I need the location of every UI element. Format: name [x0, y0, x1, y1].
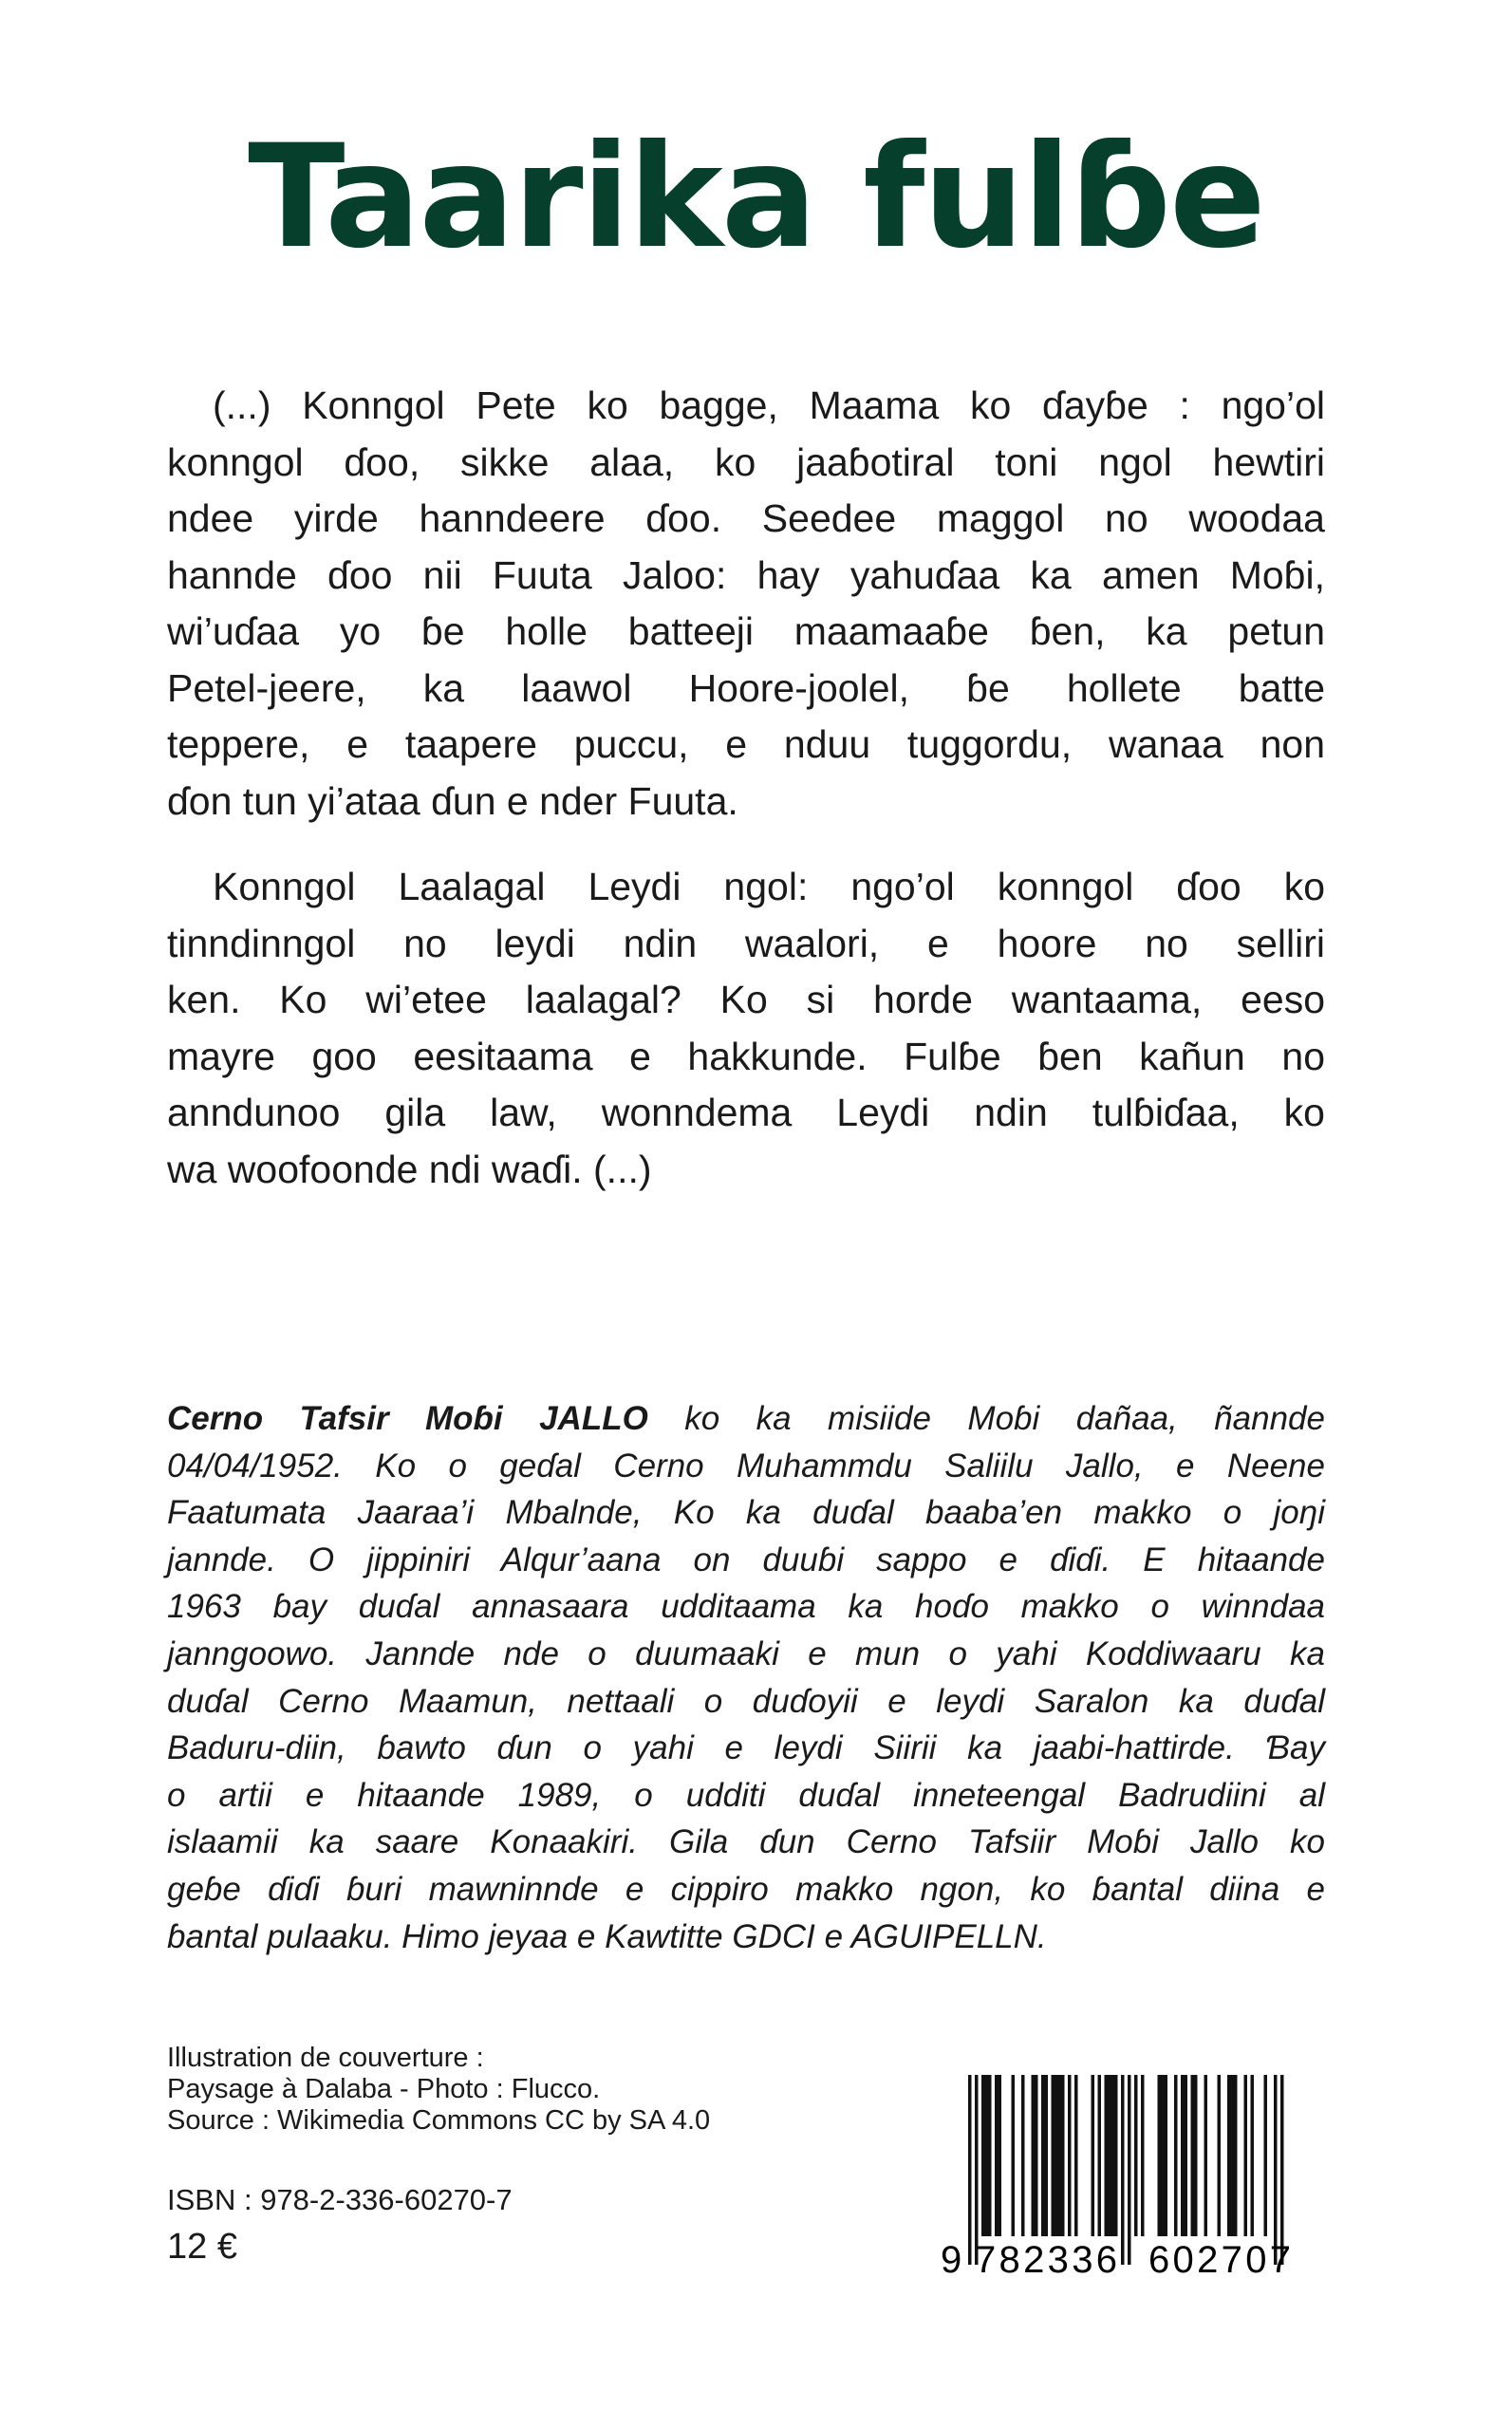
barcode-bar	[1264, 2075, 1268, 2236]
barcode-bar	[1121, 2075, 1125, 2265]
barcode-bar	[975, 2075, 979, 2265]
barcode-bar	[1161, 2075, 1165, 2236]
barcode-bar	[1280, 2075, 1284, 2265]
barcode-bar	[995, 2075, 999, 2236]
barcode-bar	[1234, 2075, 1238, 2236]
barcode-bar	[1012, 2075, 1016, 2236]
text-line: duɗal Cerno Maamun, nettaali o duɗoyii e leydi Saralon ka duɗal	[167, 1682, 1325, 1720]
bio-text: ko ka misiide Moɓi dañaa, ñannde	[647, 1400, 1325, 1437]
barcode-bar	[988, 2075, 992, 2236]
book-title: Taarika fulɓe	[248, 115, 1264, 280]
barcode-bar	[1274, 2075, 1278, 2265]
text-line: ken. Ko wi’etee laalagal? Ko si horde wantaama, eeso	[167, 978, 1325, 1021]
barcode-bar	[1204, 2075, 1208, 2236]
barcode-bar	[1035, 2075, 1038, 2236]
text-line: ndee yirde hanndeere ɗoo. Seedee maggol no woodaa	[167, 496, 1325, 540]
barcode-bar	[1191, 2075, 1195, 2236]
text-line: jannde. O jippiniri Alqur’aana on duuɓi sappo e ɗiɗi. E hitaande	[167, 1541, 1325, 1578]
barcode-bar	[1185, 2075, 1188, 2236]
text-line: wa woofoonde ndi waɗi. (...)	[167, 1147, 652, 1191]
isbn-barcode	[935, 2069, 1315, 2278]
text-line: anndunoo gila law, wonndema Leydi ndin tulɓiɗaa, ko	[167, 1091, 1325, 1134]
barcode-bar	[1244, 2075, 1248, 2236]
barcode-bar	[1061, 2075, 1065, 2236]
barcode-bar	[1105, 2075, 1109, 2236]
text-line: teppere, e taapere puccu, e nduu tuggordu, wanaa non	[167, 722, 1325, 766]
isbn-text: ISBN : 978-2-336-60270-7	[167, 2183, 513, 2216]
credit-line: Source : Wikimedia Commons CC by SA 4.0	[167, 2105, 711, 2136]
text-line: hannde ɗoo nii Fuuta Jaloo: hay yahuɗaa ka amen Moɓi,	[167, 552, 1325, 597]
barcode-right-digits: 602707	[1148, 2239, 1291, 2278]
text-line: Baduru-diin, ɓawto ɗun o yahi e leydi Siirii ka jaabi-hattirde. Ɓay	[167, 1729, 1325, 1767]
barcode-bar	[1158, 2075, 1162, 2236]
barcode-bar	[1108, 2075, 1111, 2236]
barcode-bar	[999, 2075, 1002, 2236]
barcode-bar	[1032, 2075, 1036, 2236]
text-line: 04/04/1952. Ko o geɗal Cerno Muhammdu Saliilu Jallo, e Neene	[167, 1447, 1325, 1485]
barcode-bar	[1141, 2075, 1145, 2236]
text-line: (...) Konngol Pete ko bagge, Maama ko ɗayɓe : ngo’ol	[213, 383, 1325, 427]
barcode-bar	[1227, 2075, 1231, 2236]
text-line: Petel-jeere, ka laawol Hoore-joolel, ɓe hollete batte	[167, 665, 1325, 710]
barcode-bar	[1111, 2075, 1115, 2236]
text-line: ɗon tun yi’ataa ɗun e nder Fuuta.	[167, 778, 738, 823]
barcode-bar	[1058, 2075, 1062, 2236]
text-line: janngoowo. Jannde nde o duumaaki e mun o yahi Koddiwaaru ka	[167, 1634, 1325, 1672]
barcode-bar	[1194, 2075, 1198, 2236]
text-line: Konngol Laalagal Leydi ngol: ngo’ol konngol ɗoo ko	[213, 865, 1325, 908]
barcode-bar	[1114, 2075, 1118, 2236]
text-line: Faatumata Jaaraa’i Mbalnde, Ko ka duɗal baaba’en makko o joŋi	[167, 1494, 1325, 1532]
barcode-first-digit: 9	[941, 2239, 962, 2278]
barcode-bar	[1041, 2075, 1045, 2236]
barcode-bar	[985, 2075, 989, 2236]
barcode-bar	[1074, 2075, 1078, 2236]
price-text: 12 €	[167, 2227, 237, 2267]
text-line: mayre goo eesitaama e hakkunde. Fulɓe ɓen kañun no	[167, 1034, 1325, 1078]
text-line: konngol ɗoo, sikke alaa, ko jaaɓotiral toni ngol hewtiri	[167, 439, 1325, 484]
text-line: islaamii ka saare Konaakiri. Gila ɗun Cerno Tafsiir Moɓi Jallo ko	[167, 1823, 1325, 1861]
text-line: geɓe ɗiɗi ɓuri mawninnde e cippiro makko ngon, ko ɓantal diina e	[167, 1870, 1325, 1908]
credit-line: Illustration de couverture :	[167, 2043, 484, 2073]
barcode-bar	[1092, 2075, 1095, 2236]
barcode-bar	[1045, 2075, 1049, 2236]
author-bio	[167, 1395, 1325, 1960]
barcode-bar	[1128, 2075, 1131, 2265]
text-line: tinndinngol no leydi ndin waalori, e hoore no selliri	[167, 921, 1325, 965]
barcode-bar	[1251, 2075, 1255, 2236]
barcode-bar	[1055, 2075, 1058, 2236]
barcode-bar	[1052, 2075, 1055, 2236]
credit-line: Paysage à Dalaba - Photo : Flucco.	[167, 2074, 601, 2104]
barcode-left-digits: 782336	[975, 2239, 1117, 2278]
barcode-bar	[1068, 2075, 1072, 2236]
text-line: 1963 ɓay duɗal annasaara udditaama ka hoɗo makko o winndaa	[167, 1588, 1325, 1626]
barcode-bar	[1165, 2075, 1168, 2236]
text-line: o artii e hitaande 1989, o udditi duɗal inneteengal Badrudiini al	[167, 1776, 1325, 1814]
barcode-bar	[981, 2075, 985, 2236]
barcode-bar	[1181, 2075, 1185, 2236]
excerpt-paragraph-2	[167, 859, 1325, 1198]
text-line: ɓantal pulaaku. Himo jeyaa e Kawtitte GDCI e AGUIPELLN.	[167, 1917, 1047, 1955]
author-name: Cerno Tafsir Moɓi JALLO	[167, 1400, 648, 1437]
barcode-bar	[1134, 2075, 1138, 2236]
barcode-bar	[1231, 2075, 1235, 2236]
text-line: wi’uɗaa yo ɓe holle batteeji maamaaɓe ɓen, ka petun	[167, 609, 1325, 653]
barcode-bar	[1098, 2075, 1102, 2236]
barcode-bar	[968, 2075, 972, 2265]
cover-credits	[167, 2043, 710, 2137]
bio-first-line	[167, 1395, 1325, 1443]
barcode-bar	[1021, 2075, 1025, 2236]
barcode-bar	[1218, 2075, 1222, 2236]
barcode-bar	[1174, 2075, 1178, 2236]
excerpt-paragraph-1	[167, 378, 1325, 830]
